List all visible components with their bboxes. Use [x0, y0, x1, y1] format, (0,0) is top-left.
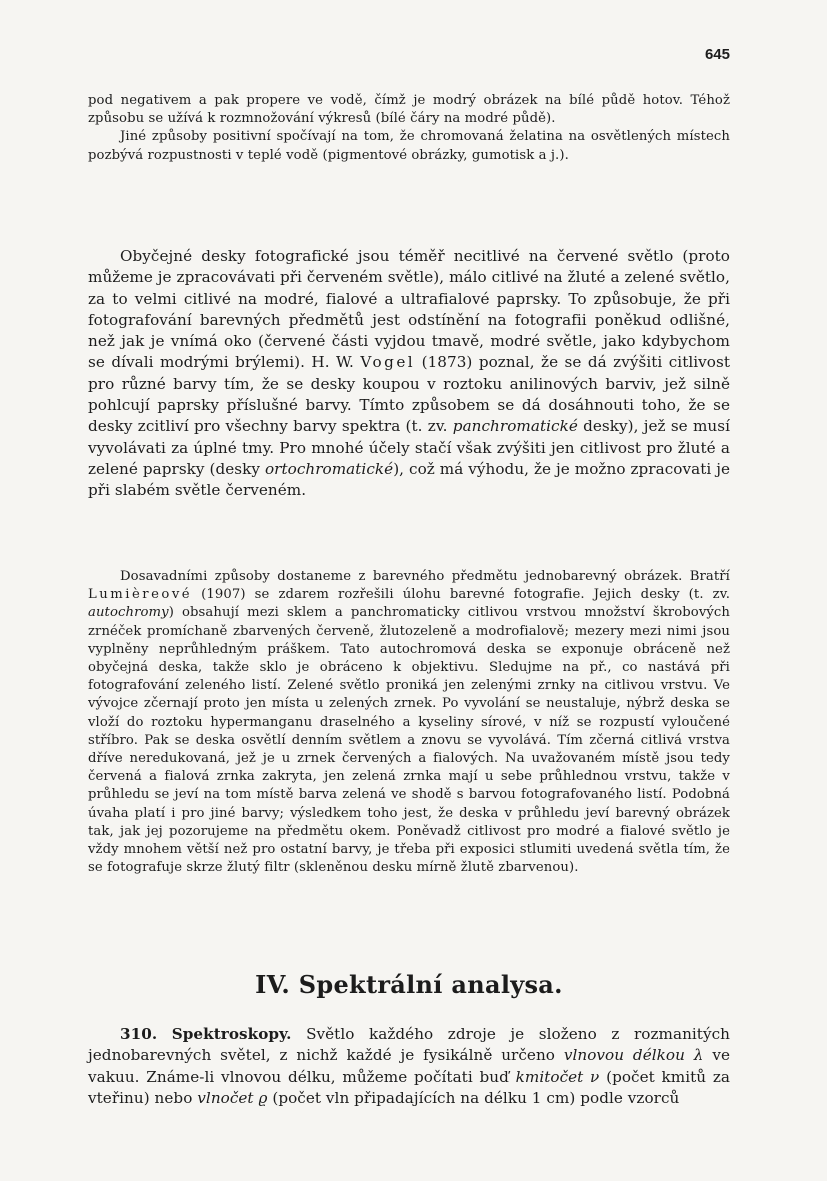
page-number: 645 [704, 46, 730, 63]
paragraph-2: Jiné způsoby positivní spočívají na tom, že chromovaná želatina na osvětlených místech pozbývá rozpustnosti v teplé vodě (pigmentové obrázky, gumotisk a j.). [88, 129, 730, 163]
text-span: ) obsahují mezi sklem a panchromaticky citlivou vrstvou množství škrobových zrnéček promíchaně zbarvených červeně, žlutozeleně a modrofialově; mezery mezi nimi jsou vyplněny neprůhledným práškem. Tato autochromová deska se exponuje obráceně než obyčejná deska, takže sklo je obráceno k objektivu. Sledujme na př., co nastává při fotografování zeleného listí. Zelené světlo proniká jen zelenými zrnky na citlivou vrstvu. Ve vývojce zčernají proto jen místa u zelených zrnek. Po vyvolání se neustaluje, nýbrž deska se vloží do roztoku hypermanganu draselného a kyseliny sírové, v níž se rozpustí vyloučené stříbro. Pak se deska osvětlí denním světlem a znovu se vyvolává. Tím zčerná citlivá vrstva dříve neredukovaná, jež je u zrnek červených a fialových. Na uvažovaném místě jsou tedy červená a fialová zrnka zakryta, jen zelená zrnka mají u sebe průhlednou vrstvu, takže v průhledu se jeví na tom místě barva zelená ve shodě s barvou fotografovaného listí. Podobná úvaha platí i pro jiné barvy; výsledkem toho jest, že deska v průhledu jeví barevný obrázek tak, jak jej pozorujeme na předmětu okem. Poněvadž citlivost pro modré a fialové světlo je vždy mnohem větší než pro ostatní barvy, je třeba při exposici stlumiti uvedená světla tím, že se fotografuje skrze žlutý filtr (skleněnou desku mírně žlutě zbarvenou). [88, 605, 730, 876]
text-span: desky), jež se musí vyvolávati za úplné tmy. Pro mnohé účely stačí však zvýšiti jen citlivost pro žluté a zelené paprsky (desky [88, 417, 730, 478]
text-span: (počet kmitů za vteřinu) nebo [88, 1067, 731, 1107]
paragraph-1: pod negativem a pak propere ve vodě, čímž je modrý obrázek na bílé půdě hotov. Téhož způsobu se užívá k rozmnožování výkresů (bílé čáry na modré půdě). [88, 93, 730, 127]
text-span: Obyčejné desky fotografické jsou téměř necitlivé na červené světlo (proto můžeme je zpracovávati při červeném světle), málo citlivé na žluté a zelené světlo, za to velmi citlivé na modré, fialové a ultrafialové paprsky. To způsobuje, že při fotografování barevných předmětů jest odstínění na fotografii poněkud odlišné, než jak je vnímá oko (červené části vyjdou tmavě, modré světle, jako kdybychom se dívali modrými brýlemi). H. W. [88, 247, 730, 372]
paragraph-spectroscopes [88, 1024, 730, 1109]
term-italic: vlnočet ϱ [197, 1088, 268, 1107]
term-italic: kmitočet ν [515, 1067, 600, 1086]
text-span: Dosavadními způsoby dostaneme z barevného předmětu jednobarevný obrázek. Bratří [120, 569, 730, 584]
paragraph-3 [88, 246, 730, 502]
term-italic: panchromatické [452, 417, 578, 436]
person-name: Vogel [360, 353, 416, 372]
text-span: (1907) se zdarem rozřešili úlohu barevné fotografie. Jejich desky (t. zv. [201, 587, 730, 603]
paragraph-autochrome [88, 568, 730, 877]
term-italic: ortochromatické [264, 459, 394, 478]
term-italic: vlnovou délkou λ [563, 1046, 704, 1065]
text-span: (počet vln připadajících na délku 1 cm) podle vzorců [272, 1088, 680, 1107]
text-span: (1873) poznal, že se dá zvýšiti citlivost pro různé barvy tím, že se desky koupou v roztoku anilinových barviv, jež silně pohlcují paprsky příslušné barvy. Tímto způsobem se dá dosáhnouti toho, že se desky zcitliví pro všechny barvy spektra (t. zv. [88, 353, 730, 436]
term-italic: autochromy [88, 605, 169, 621]
paragraph-cyanotype [88, 92, 730, 165]
paragraph-5 [88, 1024, 730, 1109]
text-span: ve vakuu. Známe-li vlnovou délku, můžeme počítati buď [88, 1046, 730, 1086]
paragraph-4 [88, 568, 730, 877]
section-title: Spektroskopy. [171, 1025, 292, 1043]
paragraph-plates [88, 246, 730, 502]
section-heading: IV. Spektrální analysa. [255, 970, 563, 999]
text-span: ), což má výhodu, že je možno zpracovati je při slabém světle červeném. [88, 459, 731, 500]
section-number: 310. [120, 1025, 158, 1043]
person-name: Lumièreové [88, 587, 193, 603]
text-span: Světlo každého zdroje je složeno z rozmanitých jednobarevných světel, z nichž každé je fysikálně určeno [88, 1025, 730, 1065]
